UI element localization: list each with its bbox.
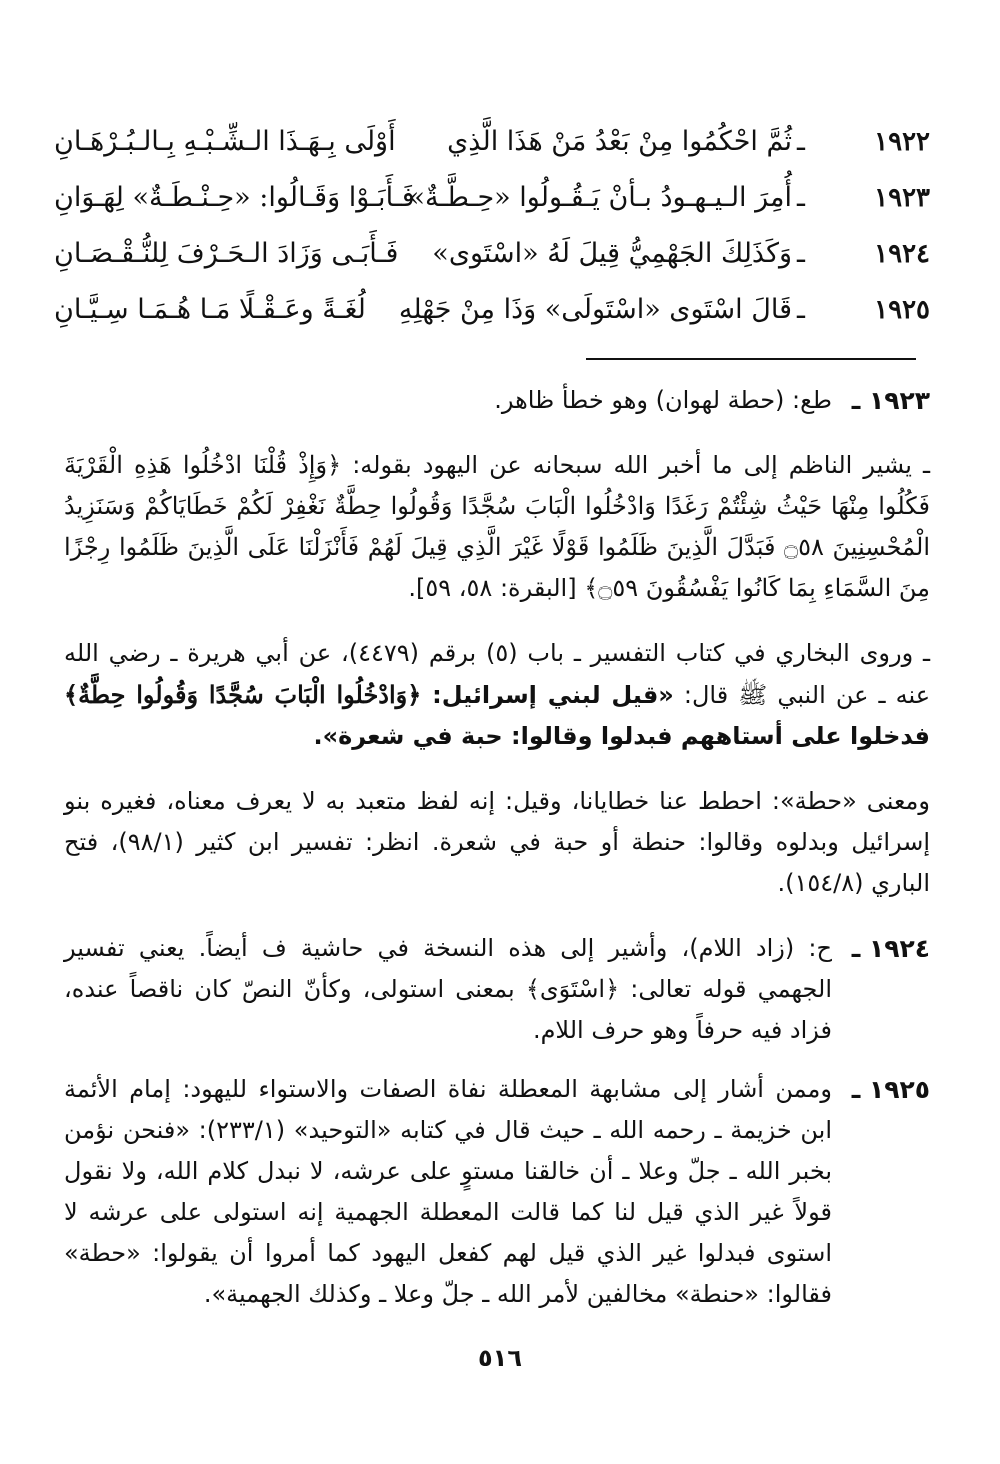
footnote-number: ١٩٢٥ ـ bbox=[851, 1075, 930, 1104]
verse-line bbox=[50, 238, 930, 294]
footnote-body bbox=[64, 1069, 832, 1321]
footnote-paragraph bbox=[64, 1069, 832, 1315]
footnote-text: ـ وروى البخاري في كتاب التفسير ـ باب (٥) برقم (٤٤٧٩)، عن أبي هريرة ـ رضي الله عنه ـ عن النبي ﷺ قال: bbox=[64, 639, 931, 709]
verse-first-hemistich: أُمِرَ الـيـهـودُ بـأنْ يَـقُـولُوا «حِـطَّـةٌ» bbox=[408, 182, 792, 213]
verse-second-hemistich: فَـأَبَـوْا وَقَـالُوا: «حِـنْـطَـةٌ» لِهَـوَانِ bbox=[54, 182, 415, 213]
footnote-text: ومعنى «حطة»: احطط عنا خطايانا، وقيل: إنه لفظ متعبد به لا يعرف معناه، فغيره بنو إسرائيل وبدلوه وقالوا: حنطة أو حبة في شعرة. انظر: تفسير ابن كثير (٩٨/١)، فتح الباري (١٥٤/٨). bbox=[64, 787, 931, 897]
verse-separator: ـ bbox=[797, 294, 805, 325]
footnote-paragraph bbox=[64, 781, 930, 904]
footnote-paragraph bbox=[64, 380, 832, 421]
verse-first-hemistich: وَكَذَلِكَ الجَهْمِيُّ قِيلَ لَهُ «اسْتَوى» bbox=[432, 238, 792, 269]
verse-line bbox=[50, 294, 930, 350]
verse-first-hemistich: ثُمَّ احْكُمُوا مِنْ بَعْدُ مَنْ هَذَا الَّذِي bbox=[447, 126, 792, 157]
verse-number: ١٩٢٢ bbox=[874, 127, 930, 157]
verse-number: ١٩٢٣ bbox=[874, 183, 930, 213]
verse-line bbox=[50, 182, 930, 238]
footnote-paragraph bbox=[64, 928, 832, 1051]
footnote-paragraph bbox=[64, 633, 930, 757]
footnote-body bbox=[64, 928, 832, 1057]
poem-verses bbox=[50, 126, 930, 350]
footnote-divider bbox=[586, 358, 916, 360]
verse-separator: ـ bbox=[797, 238, 805, 269]
footnote-body bbox=[64, 380, 832, 427]
hadith-text: فدخلوا على أستاههم فبدلوا وقالوا: حبة في شعرة». bbox=[313, 722, 930, 750]
footnote-text: طع: (حطة لهوان) وهو خطأ ظاهر. bbox=[494, 386, 832, 414]
footnote-number: ١٩٢٤ ـ bbox=[851, 934, 930, 963]
verse-line bbox=[50, 126, 930, 182]
footnote-text: وممن أشار إلى مشابهة المعطلة نفاة الصفات والاستواء لليهود: إمام الأئمة ابن خزيمة ـ رحمه الله ـ حيث قال في كتابه «التوحيد» (٢٣٣/١): «فنحن نؤمن بخبر الله ـ جلّ وعلا ـ أن خالقنا مستوٍ على عرشه، لا نبدل كلام الله، ولا نقول قولاً غير الذي قيل لنا كما قالت المعطلة الجهمية إنه استولى على عرشه لا استوى فبدلوا غير الذي قيل لهم كفعل اليهود كما أمروا أن يقولوا: «حطة» فقالوا: «حنطة» مخالفين لأمر الله ـ جلّ وعلا ـ وكذلك الجهمية». bbox=[64, 1075, 832, 1308]
quran-quote: ﴿اسْتَوَى﴾ bbox=[525, 975, 620, 1003]
quran-quote: ﴿وَادْخُلُوا الْبَابَ سُجَّدًا وَقُولُوا حِطَّةٌ﴾ bbox=[64, 680, 422, 709]
footnote-continuation bbox=[64, 445, 930, 904]
footnote-number: ١٩٢٣ ـ bbox=[851, 386, 930, 415]
verse-second-hemistich: فَـأَبَـى وَزَادَ الـحَـرْفَ لِلنُّـقْـصَـانِ bbox=[54, 238, 399, 269]
verse-second-hemistich: أَوْلَى بِـهَـذَا الـشِّـبْـهِ بِـالـبُـرْهَـانِ bbox=[54, 126, 396, 157]
verse-first-hemistich: قَالَ اسْتَوى «اسْتَولَى» وَذَا مِنْ جَهْلِهِ bbox=[398, 294, 792, 325]
verse-second-hemistich: لُغَـةً وعَـقْـلًا مَـا هُـمَـا سِـيَّـانِ bbox=[54, 294, 366, 325]
verse-separator: ـ bbox=[797, 126, 805, 157]
quran-quote: ﴿وَإِذْ قُلْنَا ادْخُلُوا هَذِهِ الْقَرْيَةَ فَكُلُوا مِنْهَا حَيْثُ شِئْتُمْ رَغَدًا وَادْخُلُوا الْبَابَ سُجَّدًا وَقُولُوا حِطَّةٌ نَغْفِرْ لَكُمْ خَطَايَاكُمْ وَسَنَزِيدُ الْمُحْسِنِينَ ۝٥٨ فَبَدَّلَ الَّذِينَ ظَلَمُوا قَوْلًا غَيْرَ الَّذِي قِيلَ لَهُمْ فَأَنْزَلْنَا عَلَى الَّذِينَ ظَلَمُوا رِجْزًا مِنَ السَّمَاءِ بِمَا كَانُوا يَفْسُقُونَ ۝٥٩﴾ bbox=[64, 451, 931, 602]
hadith-text: «قيل لبني إسرائيل: bbox=[421, 681, 674, 709]
footnote bbox=[64, 928, 930, 1057]
footnote-text: بمعنى استولى، وكأنّ النصّ كان ناقصاً عنده، فزاد فيه حرفاً وهو حرف اللام. bbox=[64, 975, 832, 1044]
footnotes bbox=[64, 380, 930, 1333]
verse-number: ١٩٢٤ bbox=[874, 239, 930, 269]
footnote-paragraph bbox=[64, 445, 930, 609]
footnote-text: ح: (زاد اللام)، وأشير إلى هذه النسخة في حاشية ف أيضاً. يعني تفسير الجهمي قوله تعالى: bbox=[64, 934, 832, 1003]
footnote bbox=[64, 1069, 930, 1321]
footnote bbox=[64, 380, 930, 904]
footnote-text: ـ يشير الناظم إلى ما أخبر الله سبحانه عن اليهود بقوله: bbox=[341, 451, 931, 479]
verse-number: ١٩٢٥ bbox=[874, 295, 930, 325]
footnote-text: [البقرة: ٥٨، ٥٩]. bbox=[408, 574, 585, 602]
page-number: ٥١٦ bbox=[478, 1344, 522, 1372]
verse-separator: ـ bbox=[797, 182, 805, 213]
